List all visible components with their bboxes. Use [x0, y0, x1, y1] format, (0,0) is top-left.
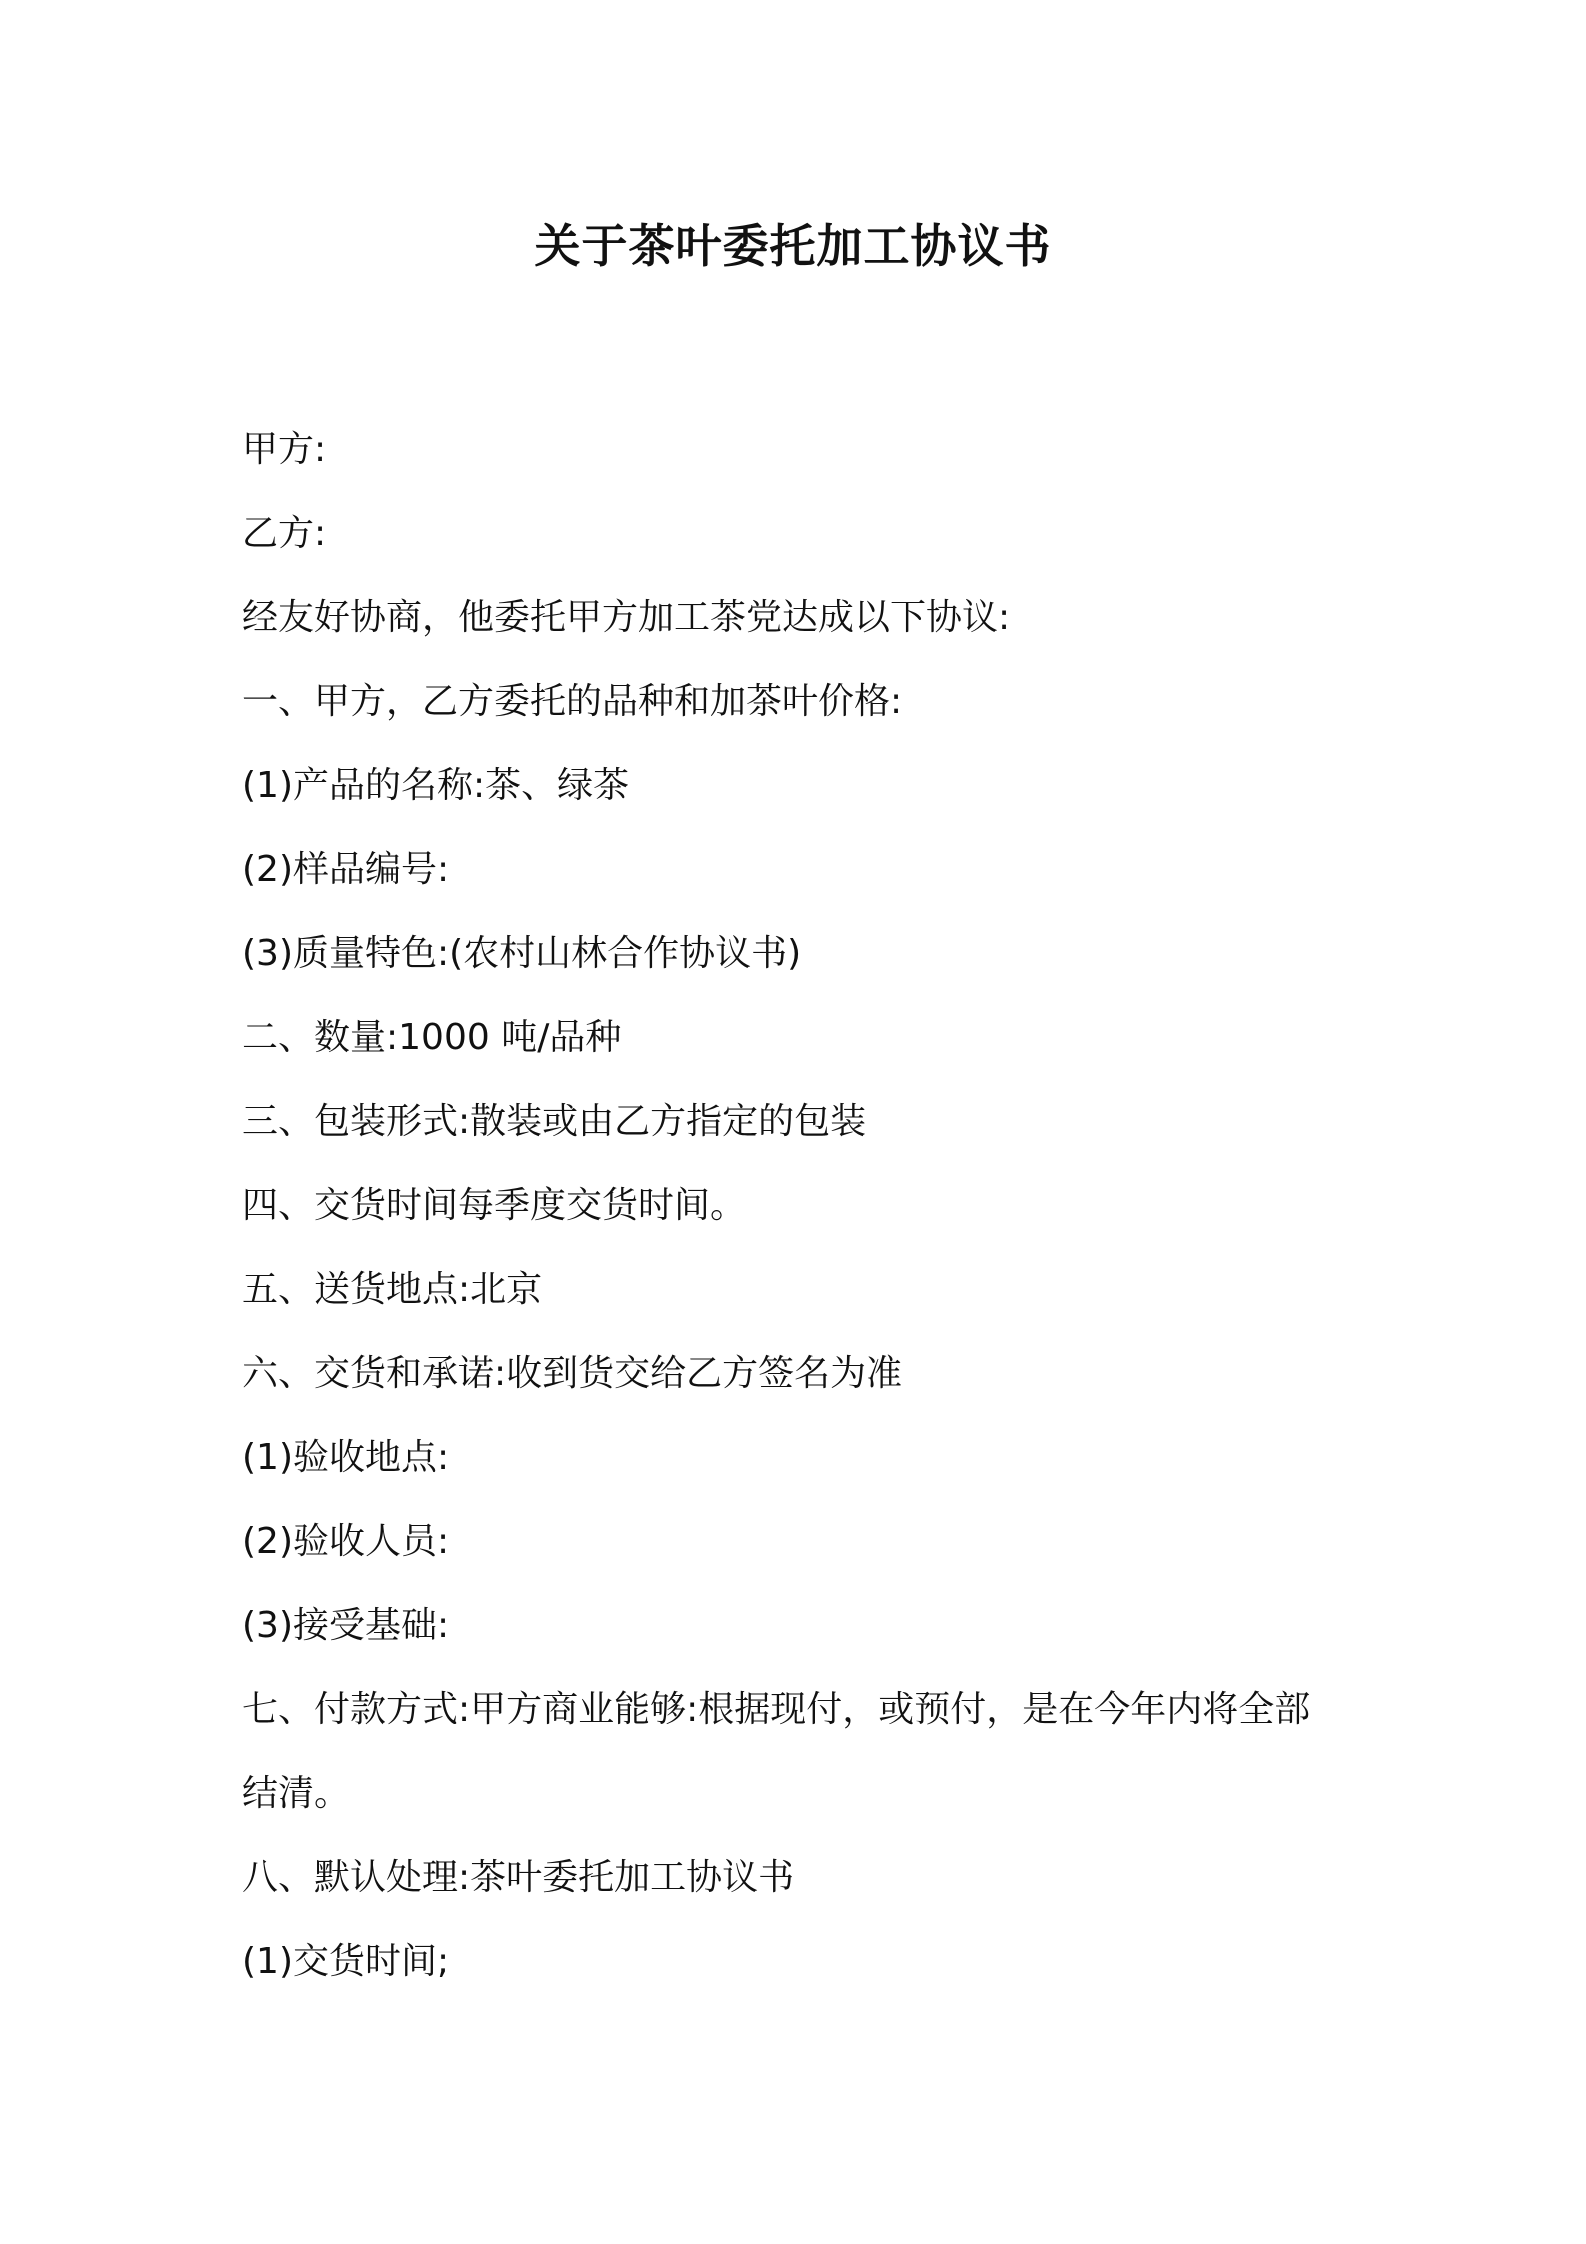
document-title: 关于茶叶委托加工协议书: [534, 219, 1052, 273]
clause-1-item-3: (3)质量特色:(农村山林合作协议书): [242, 933, 802, 974]
preamble-line: 经友好协商，他委托甲方加工茶党达成以下协议:: [242, 597, 1011, 638]
clause-1-heading: 一、甲方，乙方委托的品种和加茶叶价格:: [242, 681, 903, 722]
party-b-line: 乙方:: [242, 513, 327, 554]
clause-3-packaging: 三、包装形式:散装或由乙方指定的包装: [242, 1101, 867, 1142]
clause-7-payment: 七、付款方式:甲方商业能够:根据现付，或预付，是在今年内将全部: [242, 1689, 1311, 1730]
clause-8-heading: 八、默认处理:茶叶委托加工协议书: [242, 1857, 795, 1898]
clause-2-quantity: 二、数量:1000 吨/品种: [242, 1017, 622, 1058]
clause-6-item-3: (3)接受基础:: [242, 1605, 450, 1646]
clause-6-item-1: (1)验收地点:: [242, 1437, 450, 1478]
party-a-line: 甲方:: [242, 429, 327, 470]
clause-1-item-1: (1)产品的名称:茶、绿茶: [242, 765, 630, 806]
clause-7-continuation: 结清。: [242, 1773, 351, 1814]
clause-6-item-2: (2)验收人员:: [242, 1521, 450, 1562]
clause-6-heading: 六、交货和承诺:收到货交给乙方签名为准: [242, 1353, 903, 1394]
clause-4-delivery-time: 四、交货时间每季度交货时间。: [242, 1185, 747, 1226]
clause-5-delivery-location: 五、送货地点:北京: [242, 1269, 543, 1310]
clause-8-item-1: (1)交货时间;: [242, 1941, 450, 1982]
clause-1-item-2: (2)样品编号:: [242, 849, 450, 890]
document-body: [242, 408, 1362, 2004]
